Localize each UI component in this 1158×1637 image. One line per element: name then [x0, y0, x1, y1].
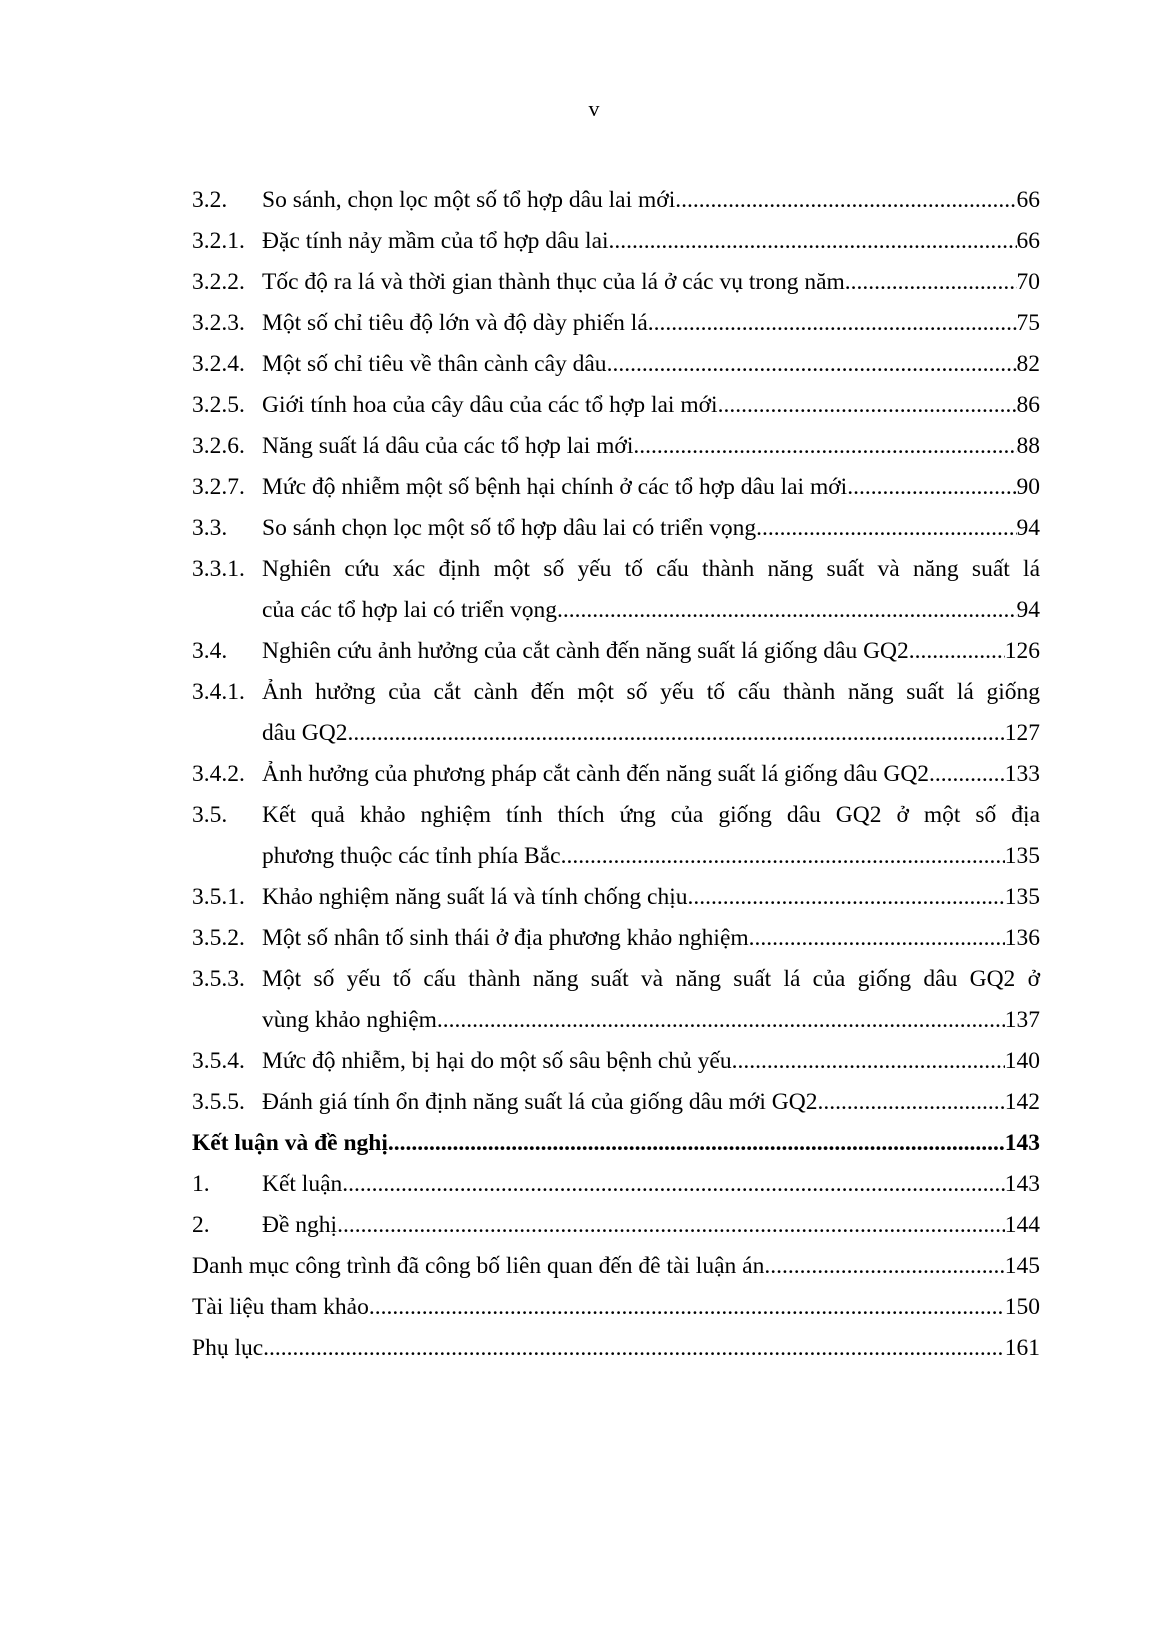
toc-entry-line: [262, 590, 1040, 631]
toc-entry[interactable]: [192, 221, 1040, 262]
toc-entry-number: 3.5.3.: [192, 966, 245, 992]
toc-entry-number: 3.2.1.: [192, 228, 245, 254]
toc-entry-page: 137: [1004, 1007, 1040, 1033]
toc-entry-number: 3.4.2.: [192, 761, 245, 787]
toc-entry-line: [262, 508, 1040, 549]
toc-entry[interactable]: [192, 631, 1040, 672]
toc-entry-references[interactable]: [192, 1287, 1040, 1328]
toc-entry-number: 3.5.4.: [192, 1048, 245, 1074]
toc-entry-conclusions[interactable]: [192, 1123, 1040, 1164]
toc-entry[interactable]: [192, 754, 1040, 795]
leader-dots: [847, 467, 1016, 508]
toc-entry-appendix[interactable]: [192, 1328, 1040, 1369]
toc-entry[interactable]: [192, 795, 1040, 836]
toc-entry-number: 3.2.4.: [192, 351, 245, 377]
toc-entry[interactable]: [192, 959, 1040, 1000]
toc-entry-line: [262, 303, 1040, 344]
leader-dots: [342, 1164, 1004, 1205]
toc-entry-title: Phụ lục: [192, 1335, 264, 1361]
toc-entry[interactable]: [192, 180, 1040, 221]
toc-entry[interactable]: [192, 877, 1040, 918]
toc-entry-line: [262, 1000, 1040, 1041]
toc-entry-line: [262, 467, 1040, 508]
toc-entry-title: Mức độ nhiễm một số bệnh hại chính ở các tổ hợp dâu lai mới: [262, 474, 848, 500]
toc-entry-number: 3.2.: [192, 187, 228, 213]
toc-entry-page: 75: [1016, 310, 1040, 336]
toc-entry[interactable]: [192, 1205, 1040, 1246]
toc-entry[interactable]: [192, 1041, 1040, 1082]
toc-entry-page: 136: [1004, 925, 1040, 951]
leader-dots: [675, 180, 1016, 221]
toc-entry-page: 86: [1016, 392, 1040, 418]
toc-entry-line: [262, 754, 1040, 795]
toc-entry-page: 133: [1004, 761, 1040, 787]
toc-entry-number: 3.2.7.: [192, 474, 245, 500]
leader-dots: [909, 631, 1005, 672]
leader-dots: [263, 1328, 1005, 1369]
leader-dots: [929, 754, 1005, 795]
leader-dots: [348, 713, 1005, 754]
page-number: v: [588, 96, 600, 121]
toc-entry[interactable]: [192, 918, 1040, 959]
toc-entry-title: Tài liệu tham khảo: [192, 1294, 369, 1320]
leader-dots: [749, 918, 1005, 959]
leader-dots: [607, 344, 1017, 385]
toc-entry[interactable]: [192, 467, 1040, 508]
leader-dots: [557, 590, 1017, 631]
toc-entry-number: 3.2.2.: [192, 269, 245, 295]
leader-dots: [369, 1287, 1005, 1328]
toc-entry-page: 88: [1016, 433, 1040, 459]
leader-dots: [561, 836, 1005, 877]
toc-entry-title-line1: Ảnh hưởng của cắt cành đến một số yếu tố cấu thành năng suất lá giống: [262, 679, 1040, 705]
toc-entry-page: 127: [1004, 720, 1040, 746]
toc-entry-line: [262, 1041, 1040, 1082]
toc-entry-page: 94: [1016, 515, 1040, 541]
toc-entry-title: phương thuộc các tỉnh phía Bắc: [262, 843, 561, 869]
toc-entry-title: Kết luận: [262, 1171, 343, 1197]
toc-entry-line: [192, 1123, 1040, 1164]
toc-entry-line: [262, 344, 1040, 385]
toc-entry-page: 135: [1004, 843, 1040, 869]
toc-entry[interactable]: [192, 262, 1040, 303]
toc-entry-page: 142: [1004, 1089, 1040, 1115]
toc-entry[interactable]: [192, 508, 1040, 549]
toc-entry-page: 161: [1004, 1335, 1040, 1361]
toc-entry-number: 3.2.6.: [192, 433, 245, 459]
toc-entry-page: 126: [1004, 638, 1040, 664]
toc-entry-title: So sánh chọn lọc một số tổ hợp dâu lai có triển vọng: [262, 515, 757, 541]
toc-entry-page: 135: [1004, 884, 1040, 910]
toc-entry-line: [262, 1205, 1040, 1246]
toc-entry-title: Kết luận và đề nghị: [192, 1130, 388, 1156]
leader-dots: [633, 426, 1016, 467]
toc-entry-line: [192, 1328, 1040, 1369]
toc-entry[interactable]: [192, 1082, 1040, 1123]
toc-entry-number: 3.4.: [192, 638, 228, 664]
leader-dots: [388, 1123, 1005, 1164]
toc-entry-page: 94: [1016, 597, 1040, 623]
toc-entry-page: 150: [1004, 1294, 1040, 1320]
toc-entry-line: [262, 180, 1040, 221]
toc-entry-page: 145: [1004, 1253, 1040, 1279]
toc-entry-line: [262, 1082, 1040, 1123]
toc-entry-line: [262, 221, 1040, 262]
toc-entry-line: [262, 713, 1040, 754]
toc-entry-title: của các tổ hợp lai có triển vọng: [262, 597, 557, 623]
toc-entry-page: 143: [1004, 1130, 1040, 1156]
toc-entry-line: [262, 877, 1040, 918]
toc-entry-page: 82: [1016, 351, 1040, 377]
toc-entry-title: Mức độ nhiễm, bị hại do một số sâu bệnh chủ yếu: [262, 1048, 732, 1074]
leader-dots: [732, 1041, 1005, 1082]
toc-entry[interactable]: [192, 1164, 1040, 1205]
leader-dots: [437, 1000, 1005, 1041]
toc-entry-title: Ảnh hưởng của phương pháp cắt cành đến năng suất lá giống dâu GQ2: [262, 761, 930, 787]
toc-entry-line: [262, 631, 1040, 672]
leader-dots: [609, 221, 1017, 262]
toc-entry-page: 140: [1004, 1048, 1040, 1074]
toc-entry-number: 3.5.5.: [192, 1089, 245, 1115]
toc-entry-number: 3.5.2.: [192, 925, 245, 951]
leader-dots: [764, 1246, 1004, 1287]
toc-entry-page: 90: [1016, 474, 1040, 500]
toc-entry-number: 3.3.: [192, 515, 228, 541]
toc-entry-page: 144: [1004, 1212, 1040, 1238]
leader-dots: [337, 1205, 1005, 1246]
toc-entry-page: 66: [1016, 228, 1040, 254]
toc-entry-line: [262, 385, 1040, 426]
toc-entry-title: So sánh, chọn lọc một số tổ hợp dâu lai mới: [262, 187, 676, 213]
toc-entry-line: [192, 1287, 1040, 1328]
toc-entry-title-line1: Kết quả khảo nghiệm tính thích ứng của giống dâu GQ2 ở một số địa: [262, 802, 1040, 828]
toc-entry-number: 3.5.: [192, 802, 228, 828]
toc-entry-continuation[interactable]: [192, 713, 1040, 754]
toc-entry-number: 3.3.1.: [192, 556, 245, 582]
toc-entry-title: Một số nhân tố sinh thái ở địa phương khảo nghiệm: [262, 925, 749, 951]
leader-dots: [648, 303, 1017, 344]
leader-dots: [845, 262, 1017, 303]
toc-entry-number: 3.2.3.: [192, 310, 245, 336]
toc-entry-title: Khảo nghiệm năng suất lá và tính chống chịu: [262, 884, 688, 910]
toc-entry-continuation[interactable]: [192, 836, 1040, 877]
toc-entry-line: [262, 262, 1040, 303]
toc-entry[interactable]: [192, 672, 1040, 713]
toc-entry[interactable]: [192, 549, 1040, 590]
toc-entry-number: 3.2.5.: [192, 392, 245, 418]
table-of-contents: [192, 180, 1040, 1369]
toc-entry-continuation[interactable]: [192, 1000, 1040, 1041]
leader-dots: [718, 385, 1017, 426]
toc-entry-title: dâu GQ2: [262, 720, 348, 746]
toc-entry-number: 1.: [192, 1171, 210, 1197]
toc-entry-title: Năng suất lá dâu của các tổ hợp lai mới: [262, 433, 634, 459]
toc-entry-page: 66: [1016, 187, 1040, 213]
toc-entry-title: Một số chỉ tiêu về thân cành cây dâu: [262, 351, 607, 377]
toc-entry[interactable]: [192, 344, 1040, 385]
toc-entry[interactable]: [192, 303, 1040, 344]
toc-entry-title-line1: Nghiên cứu xác định một số yếu tố cấu thành năng suất và năng suất lá: [262, 556, 1040, 582]
toc-entry-line: [192, 1246, 1040, 1287]
toc-entry-title: Đặc tính nảy mầm của tổ hợp dâu lai: [262, 228, 609, 254]
toc-entry-line: [262, 1164, 1040, 1205]
toc-entry-title: Một số chỉ tiêu độ lớn và độ dày phiến lá: [262, 310, 648, 336]
toc-entry-title: vùng khảo nghiệm: [262, 1007, 437, 1033]
leader-dots: [756, 508, 1016, 549]
toc-entry-title: Giới tính hoa của cây dâu của các tổ hợp lai mới: [262, 392, 718, 418]
toc-entry-line: [262, 426, 1040, 467]
toc-entry[interactable]: [192, 385, 1040, 426]
toc-entry-title-line1: Một số yếu tố cấu thành năng suất và năng suất lá của giống dâu GQ2 ở: [262, 966, 1040, 992]
toc-entry-page: 143: [1004, 1171, 1040, 1197]
toc-entry-number: 3.4.1.: [192, 679, 245, 705]
toc-entry-title: Tốc độ ra lá và thời gian thành thục của lá ở các vụ trong năm: [262, 269, 845, 295]
toc-entry[interactable]: [192, 426, 1040, 467]
toc-entry-continuation[interactable]: [192, 590, 1040, 631]
toc-entry-line: [262, 836, 1040, 877]
toc-entry-number: 3.5.1.: [192, 884, 245, 910]
leader-dots: [817, 1082, 1004, 1123]
toc-entry-number: 2.: [192, 1212, 210, 1238]
toc-entry-line: [262, 918, 1040, 959]
toc-entry-title: Đánh giá tính ổn định năng suất lá của giống dâu mới GQ2: [262, 1089, 818, 1115]
toc-entry-publications[interactable]: [192, 1246, 1040, 1287]
toc-entry-title: Đề nghị: [262, 1212, 338, 1238]
toc-entry-page: 70: [1016, 269, 1040, 295]
leader-dots: [688, 877, 1005, 918]
toc-entry-title: Nghiên cứu ảnh hưởng của cắt cành đến năng suất lá giống dâu GQ2: [262, 638, 909, 664]
toc-entry-title: Danh mục công trình đã công bố liên quan đến đê tài luận án: [192, 1253, 765, 1279]
